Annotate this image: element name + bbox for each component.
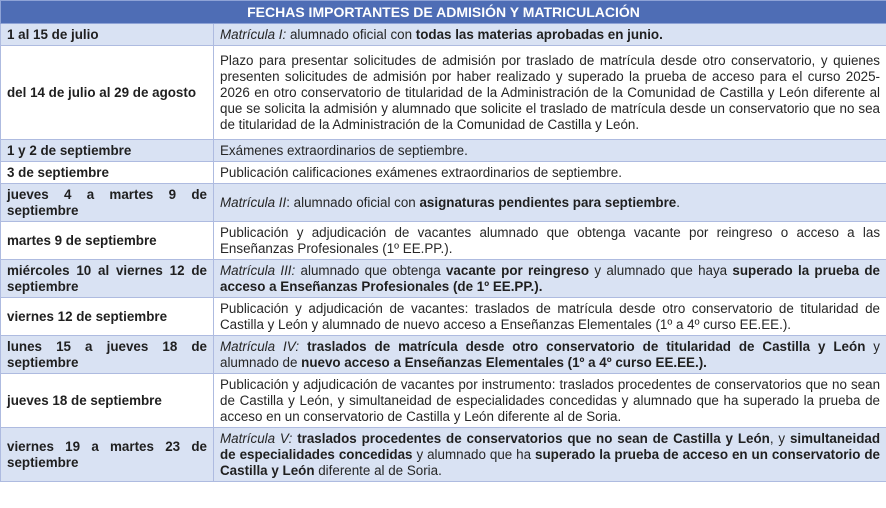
row-description (214, 298, 886, 336)
row-date: martes 9 de septiembre (1, 222, 214, 260)
row-date: del 14 de julio al 29 de agosto (1, 46, 214, 140)
description-segment: y alumnado de (220, 338, 881, 370)
row-description (214, 260, 886, 298)
row-description (214, 162, 886, 184)
table-row (1, 260, 886, 298)
description-segment: superado la prueba de acceso en un conservatorio de Castilla y León (220, 446, 881, 478)
row-date: 1 y 2 de septiembre (1, 140, 214, 162)
table-row (1, 222, 886, 260)
row-description (214, 24, 886, 46)
table-row (1, 336, 886, 374)
row-date: lunes 15 a jueves 18 de septiembre (1, 336, 214, 374)
description-segment: , y (769, 430, 790, 446)
description-segment: superado la prueba de acceso a Enseñanzas Profesionales (de 1º EE.PP.). (220, 262, 880, 294)
row-date: 1 al 15 de julio (1, 24, 214, 46)
table-row (1, 46, 886, 140)
row-date: viernes 19 a martes 23 de septiembre (1, 428, 214, 482)
row-description (214, 140, 886, 162)
table-row (1, 162, 886, 184)
description-segment: Publicación y adjudicación de vacantes: traslados de matrícula desde otro conservatorio de titularidad de Castilla y León y alumnado de nuevo acceso a Enseñanzas Elementales (1º a 4º curso EE.EE.). (220, 300, 881, 332)
description-segment: Matrícula I: (220, 26, 287, 42)
description-segment: simultaneidad de especialidades concedidas (220, 430, 881, 462)
description-segment: : alumnado oficial con (286, 194, 420, 210)
description-segment: Matrícula V: (220, 430, 293, 446)
row-description (214, 374, 886, 428)
description-segment: traslados de matrícula desde otro conservatorio de titularidad de Castilla y León (307, 338, 866, 354)
description-segment: y alumnado que ha (412, 446, 536, 462)
row-date: viernes 12 de septiembre (1, 298, 214, 336)
description-segment: asignaturas pendientes para septiembre (419, 194, 677, 210)
description-segment: vacante por reingreso (445, 262, 590, 278)
description-segment: Publicación calificaciones exámenes extraordinarios de septiembre. (220, 164, 622, 180)
row-description (214, 336, 886, 374)
table-row (1, 184, 886, 222)
table-row (1, 428, 886, 482)
table-row (1, 298, 886, 336)
description-segment: traslados procedentes de conservatorios que no sean de Castilla y León (297, 430, 770, 446)
row-date: jueves 18 de septiembre (1, 374, 214, 428)
table-row (1, 24, 886, 46)
row-description (214, 222, 886, 260)
table-row (1, 374, 886, 428)
table-title: FECHAS IMPORTANTES DE ADMISIÓN Y MATRICULACIÓN (1, 1, 886, 24)
row-description (214, 184, 886, 222)
row-description (214, 428, 886, 482)
row-date: 3 de septiembre (1, 162, 214, 184)
description-segment: Publicación y adjudicación de vacantes alumnado que obtenga vacante por reingreso o acceso a las Enseñanzas Profesionales (1º EE.PP.). (220, 224, 881, 256)
row-date: jueves 4 a martes 9 de septiembre (1, 184, 214, 222)
description-segment: alumnado que obtenga (295, 262, 446, 278)
table-body (1, 24, 886, 482)
row-description (214, 46, 886, 140)
description-segment: . (676, 194, 680, 210)
row-date: miércoles 10 al viernes 12 de septiembre (1, 260, 214, 298)
description-segment: Matrícula II (220, 194, 287, 210)
description-segment: Matrícula III: (220, 262, 296, 278)
description-segment: Exámenes extraordinarios de septiembre. (220, 142, 468, 158)
description-segment (299, 339, 307, 354)
description-segment: diferente al de Soria. (314, 462, 442, 478)
description-segment: Plazo para presentar solicitudes de admisión por traslado de matrícula desde otro conservatorio, y quienes presenten solicitudes de admisión por haber realizado y superado la prueba de acceso para el curso 2025-2026 en otro conservatorio de titularidad de la Administración de la Comunidad de Castilla y León diferente al que se solicita la admisión y alumnado que solicite el traslado de matrícula desde un conservatorio que no sea de titularidad de la Administración de la Comunidad de Castilla y León. (220, 52, 881, 132)
description-segment: Publicación y adjudicación de vacantes por instrumento: traslados procedentes de conservatorios que no sean de Castilla y León, y simultaneidad de especialidades concedidas y alumnado que ha superado la prueba de acceso en un conservatorio de Castilla y León diferente al de Soria. (220, 376, 881, 424)
description-segment: Matrícula IV: (220, 338, 300, 354)
description-segment: alumnado oficial con (286, 26, 416, 42)
description-segment: todas las materias aprobadas en junio. (415, 26, 663, 42)
description-segment: nuevo acceso a Enseñanzas Elementales (1º a 4º curso EE.EE.). (301, 354, 707, 370)
description-segment: y alumnado que haya (589, 262, 733, 278)
table-row (1, 140, 886, 162)
